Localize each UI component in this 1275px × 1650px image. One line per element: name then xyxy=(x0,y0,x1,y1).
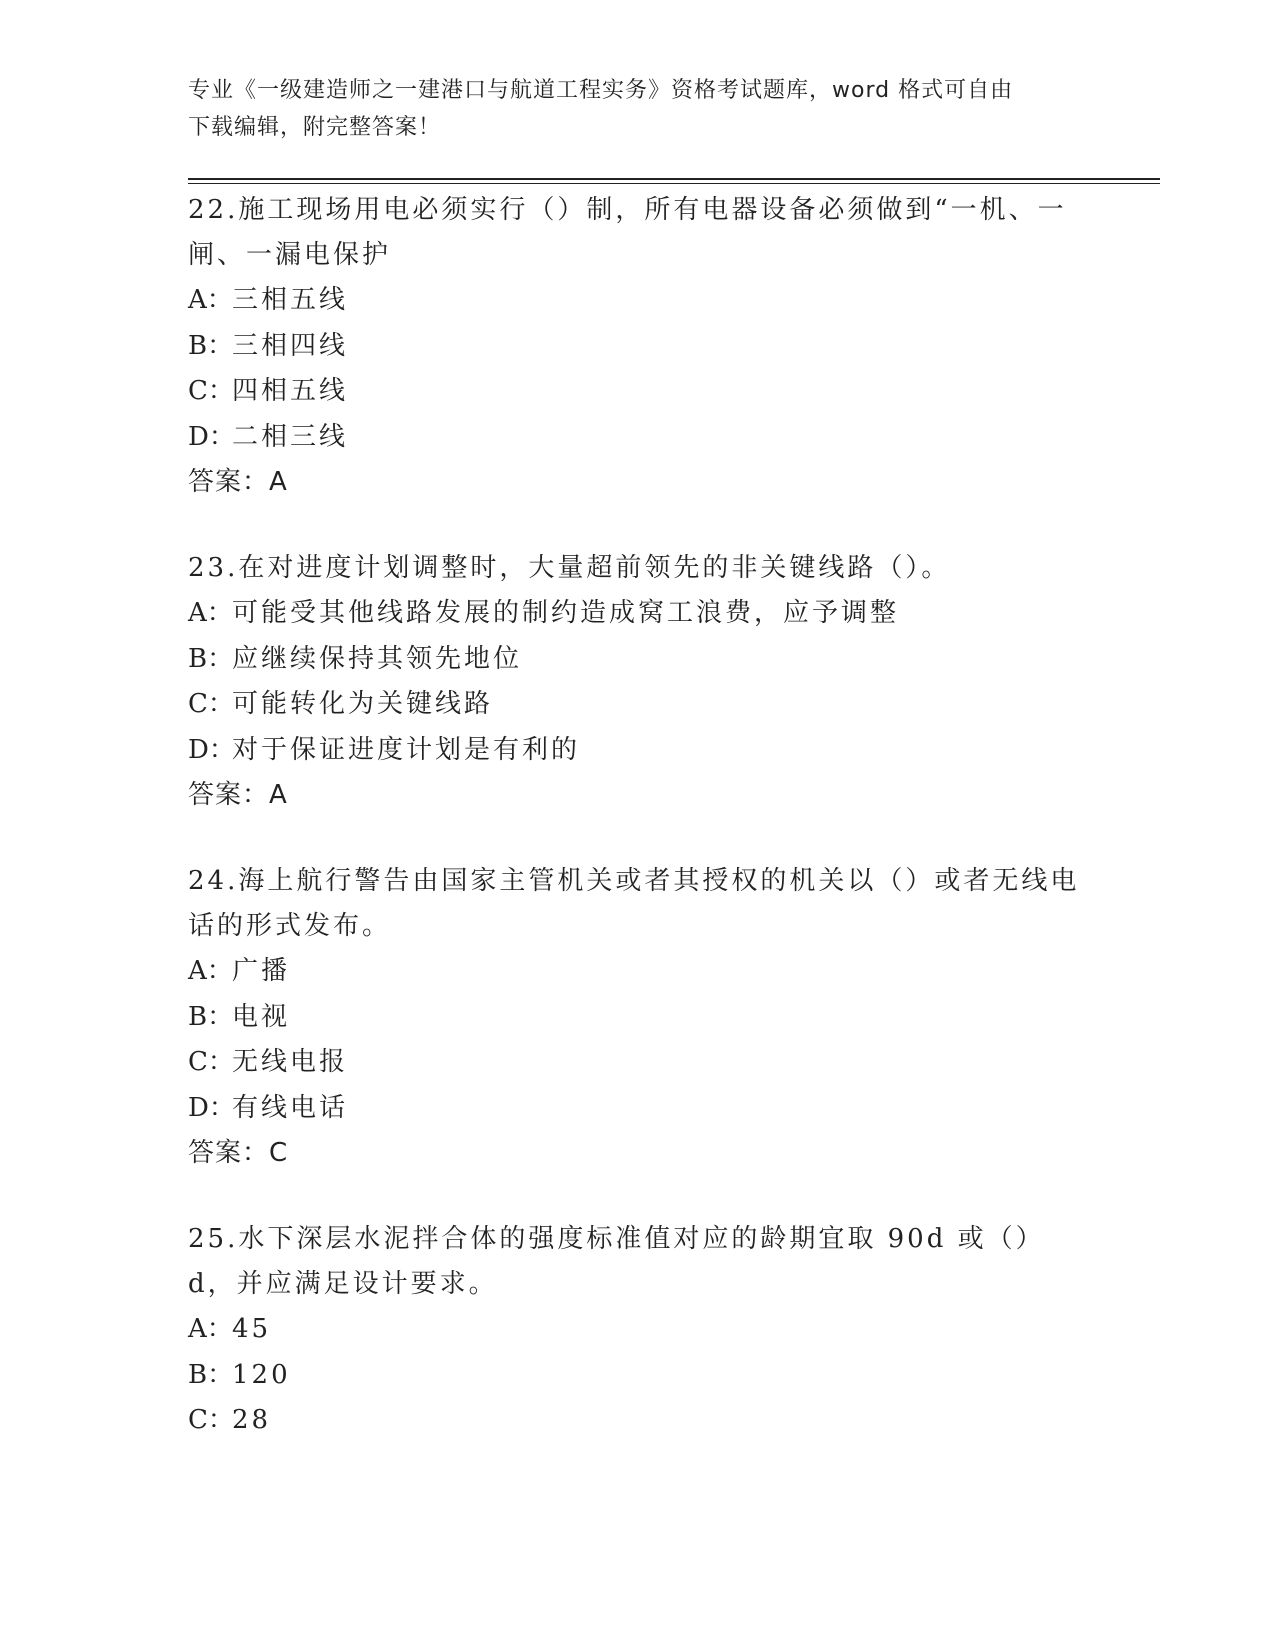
header-divider-thin xyxy=(188,183,1160,184)
option-text: 广播 xyxy=(232,956,291,986)
option-text: 三相四线 xyxy=(232,330,349,361)
option-text: 有线电话 xyxy=(232,1092,349,1123)
option-letter: B： xyxy=(188,330,234,361)
option-letter: B： xyxy=(188,1359,234,1390)
option-text: 二相三线 xyxy=(232,421,349,452)
option-text: 三相五线 xyxy=(232,285,349,315)
question-25 xyxy=(188,1217,1088,1444)
answer-line: 答案：A xyxy=(188,780,288,810)
option-text: 可能受其他线路发展的制约造成窝工浪费，应予调整 xyxy=(232,598,900,628)
header-intro-line-2: 下载编辑，附完整答案！ xyxy=(188,115,442,140)
question-stem: 25.水下深层水泥拌合体的强度标准值对应的龄期宜取 90d 或（）d，并应满足设计要求。 xyxy=(188,1224,1045,1299)
option-letter: A： xyxy=(188,956,233,986)
question-stem: 23.在对进度计划调整时，大量超前领先的非关键线路（）。 xyxy=(188,553,951,583)
header-divider-thick xyxy=(188,178,1160,180)
option-text: 电视 xyxy=(232,1001,291,1032)
option-letter: C： xyxy=(188,1405,234,1435)
option-text: 对于保证进度计划是有利的 xyxy=(232,734,581,765)
option-letter: C： xyxy=(188,376,234,406)
option-letter: A： xyxy=(188,285,233,315)
option-a xyxy=(188,278,1088,324)
answer-line: 答案：C xyxy=(188,1138,289,1168)
option-b xyxy=(188,637,1088,683)
question-stem: 24.海上航行警告由国家主管机关或者其授权的机关以（）或者无线电话的形式发布。 xyxy=(188,866,1080,941)
option-a xyxy=(188,1307,1088,1353)
header-intro-line-1: 专业《一级建造师之一建港口与航道工程实务》资格考试题库，word 格式可自由 xyxy=(188,78,1014,103)
option-letter: C： xyxy=(188,1047,234,1077)
option-text: 四相五线 xyxy=(232,376,349,406)
option-d xyxy=(188,415,1088,461)
option-a xyxy=(188,949,1088,995)
option-text: 28 xyxy=(232,1405,272,1435)
option-a xyxy=(188,591,1088,637)
question-23 xyxy=(188,546,1088,818)
option-letter: A： xyxy=(188,1314,233,1344)
option-c xyxy=(188,369,1088,415)
document-header xyxy=(188,72,1068,146)
question-24 xyxy=(188,859,1088,1176)
option-b xyxy=(188,324,1088,370)
option-letter: B： xyxy=(188,643,234,674)
option-b xyxy=(188,1353,1088,1399)
option-text: 45 xyxy=(232,1314,272,1344)
question-stem: 22.施工现场用电必须实行（）制，所有电器设备必须做到“一机、一闸、一漏电保护 xyxy=(188,195,1067,270)
question-22 xyxy=(188,188,1088,505)
option-c xyxy=(188,1398,1088,1444)
option-b xyxy=(188,995,1088,1041)
option-letter: B： xyxy=(188,1001,234,1032)
option-text: 120 xyxy=(232,1359,291,1390)
option-c xyxy=(188,1040,1088,1086)
option-d xyxy=(188,728,1088,774)
option-letter: A： xyxy=(188,598,233,628)
answer-line: 答案：A xyxy=(188,467,288,497)
question-list xyxy=(188,188,1088,1485)
option-text: 应继续保持其领先地位 xyxy=(232,643,523,674)
option-letter: D： xyxy=(188,1092,235,1123)
option-text: 无线电报 xyxy=(232,1047,349,1077)
option-d xyxy=(188,1086,1088,1132)
option-letter: D： xyxy=(188,734,235,765)
option-letter: C： xyxy=(188,689,234,719)
option-c xyxy=(188,682,1088,728)
option-letter: D： xyxy=(188,421,235,452)
option-text: 可能转化为关键线路 xyxy=(232,689,494,719)
